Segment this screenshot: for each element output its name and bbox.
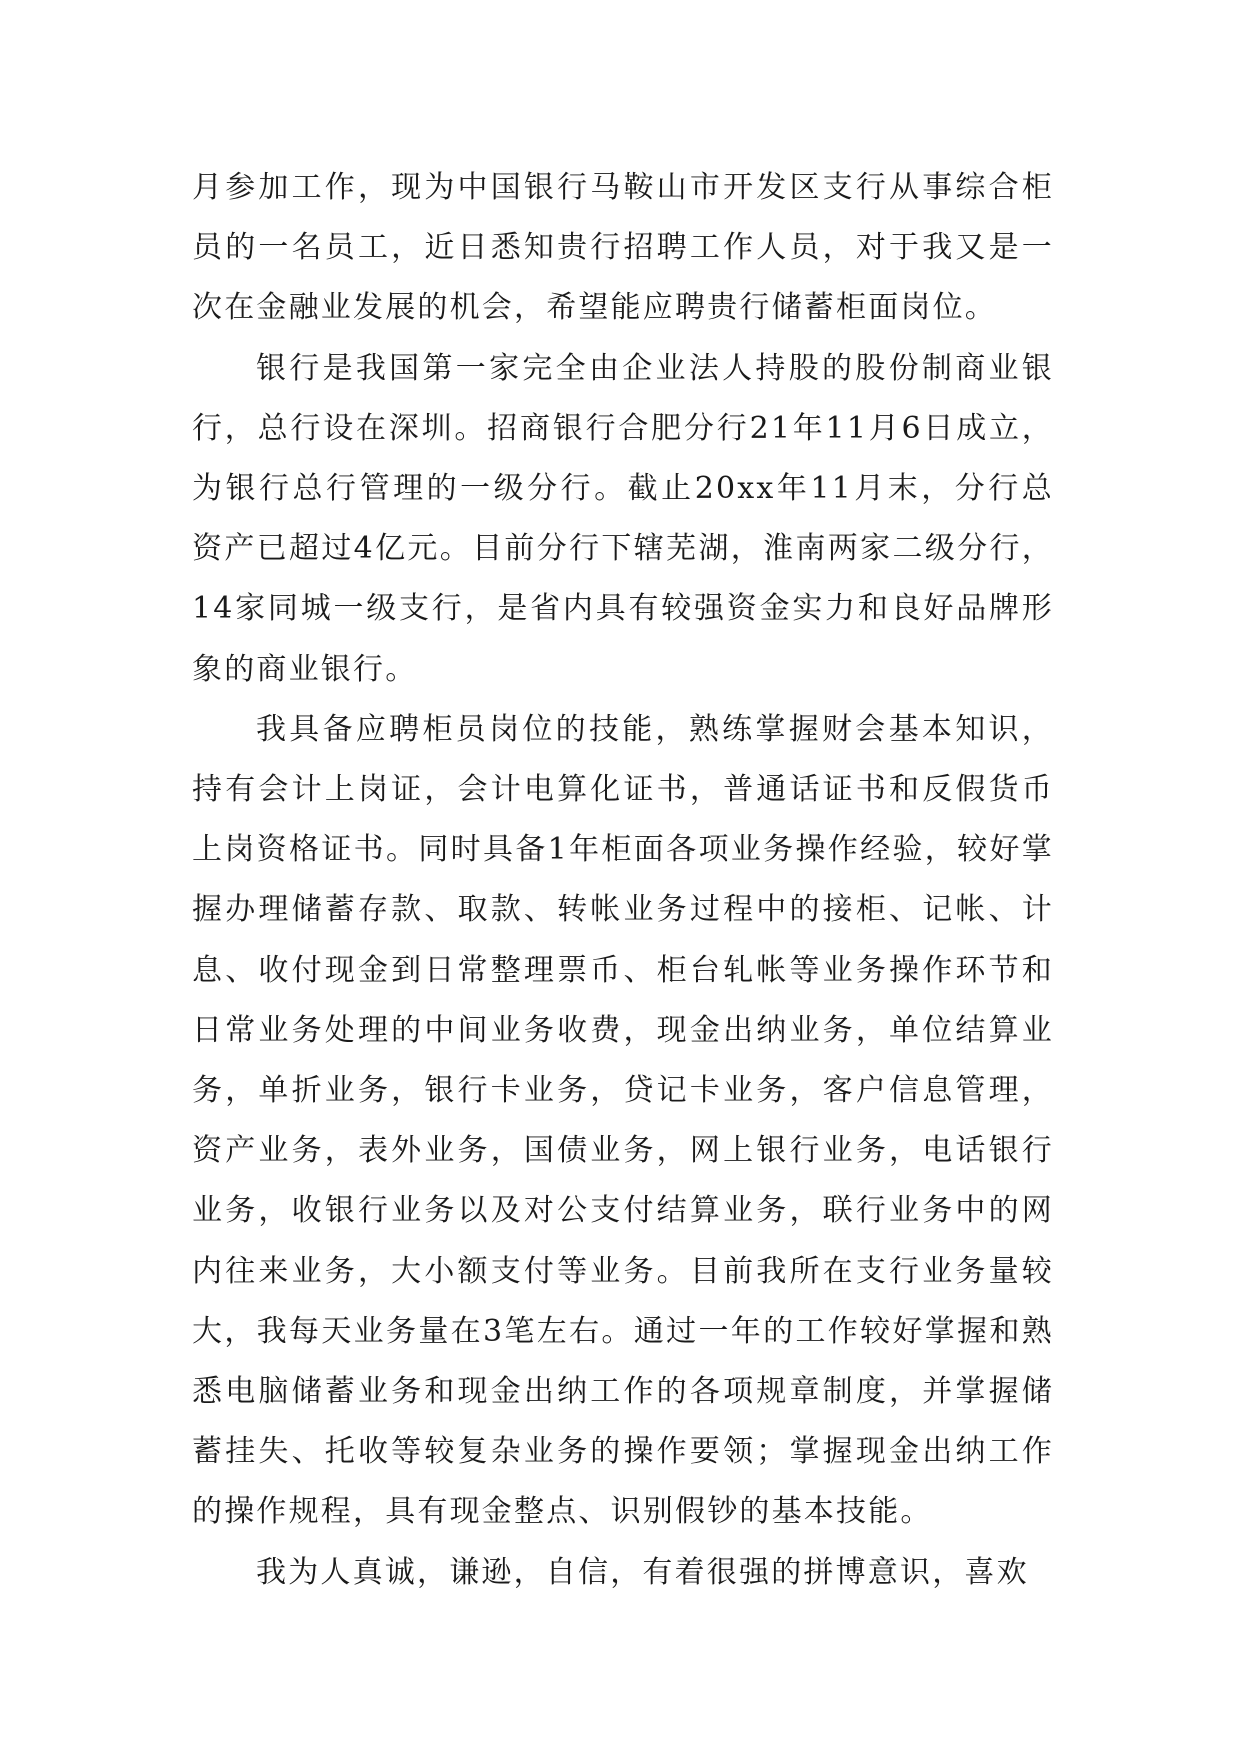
document-body — [192, 158, 1054, 1603]
paragraph-bank-intro: 银行是我国第一家完全由企业法人持股的股份制商业银行，总行设在深圳。招商银行合肥分行21年11月6日成立，为银行总行管理的一级分行。截止20xx年11月末，分行总资产已超过4亿元。目前分行下辖芜湖，淮南两家二级分行，14家同城一级支行，是省内具有较强资金实力和良好品牌形象的商业银行。 — [192, 350, 1054, 687]
paragraph-personality: 我为人真诚，谦逊，自信，有着很强的拼博意识，喜欢 — [256, 1554, 1029, 1590]
paragraph-continuation: 月参加工作，现为中国银行马鞍山市开发区支行从事综合柜员的一名员工，近日悉知贵行招聘工作人员，对于我又是一次在金融业发展的机会，希望能应聘贵行储蓄柜面岗位。 — [192, 170, 1054, 326]
paragraph-skills: 我具备应聘柜员岗位的技能，熟练掌握财会基本知识，持有会计上岗证，会计电算化证书，普通话证书和反假货币上岗资格证书。同时具备1年柜面各项业务操作经验，较好掌握办理储蓄存款、取款、转帐业务过程中的接柜、记帐、计息、收付现金到日常整理票币、柜台轧帐等业务操作环节和日常业务处理的中间业务收费，现金出纳业务，单位结算业务，单折业务，银行卡业务，贷记卡业务，客户信息管理，资产业务，表外业务，国债业务，网上银行业务，电话银行业务，收银行业务以及对公支付结算业务，联行业务中的网内往来业务，大小额支付等业务。目前我所在支行业务量较大，我每天业务量在3笔左右。通过一年的工作较好掌握和熟悉电脑储蓄业务和现金出纳工作的各项规章制度，并掌握储蓄挂失、托收等较复杂业务的操作要领；掌握现金出纳工作的操作规程，具有现金整点、识别假钞的基本技能。 — [192, 711, 1054, 1530]
